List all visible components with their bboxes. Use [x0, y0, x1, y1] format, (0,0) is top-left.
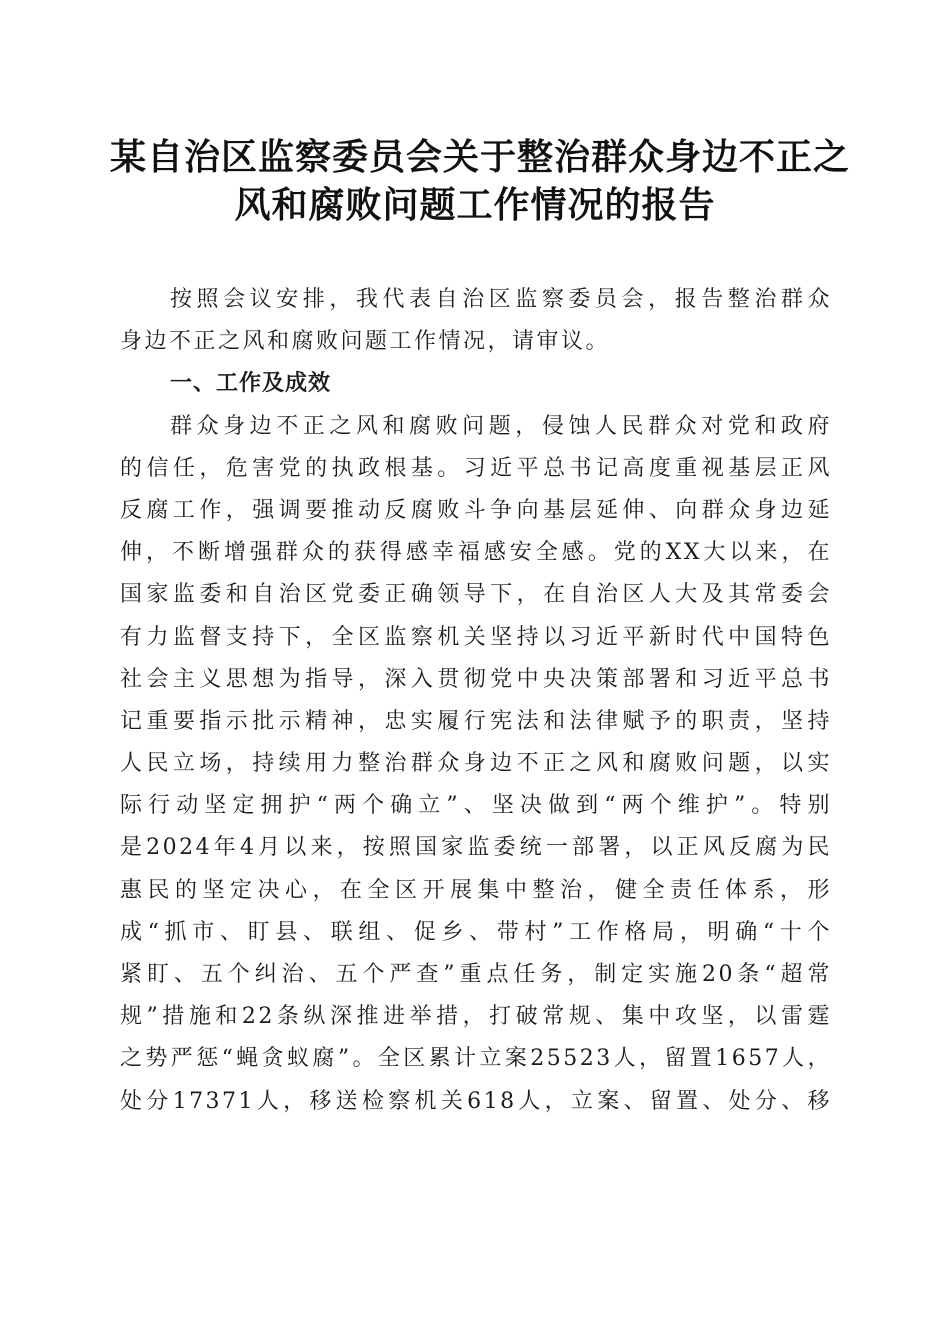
paragraph-line: 际行动坚定拥护“两个确立”、坚决做到“两个维护”。特别: [120, 793, 832, 819]
paragraph-line: 之势严惩“蝇贪蚁腐”。全区累计立案25523人，留置1657人，: [120, 1046, 832, 1072]
title-line-1: 某自治区监察委员会关于整治群众身边不正之: [110, 136, 851, 178]
title-line-2: 风和腐败问题工作情况的报告: [234, 184, 716, 226]
paragraph-line: 的信任，危害党的执政根基。习近平总书记高度重视基层正风: [120, 455, 832, 481]
paragraph-line: 有力监督支持下，全区监察机关坚持以习近平新时代中国特色: [120, 624, 832, 650]
paragraph-line: 成“抓市、盯县、联组、促乡、带村”工作格局，明确“十个: [120, 919, 832, 945]
intro-line: 按照会议安排，我代表自治区监察委员会，报告整治群众: [170, 287, 832, 312]
document-body: [120, 279, 832, 1123]
paragraph-line: 群众身边不正之风和腐败问题，侵蚀人民群众对党和政府: [170, 413, 832, 439]
paragraph-line: 是2024年4月以来，按照国家监委统一部署，以正风反腐为民: [120, 835, 832, 861]
paragraph-line: 记重要指示批示精神，忠实履行宪法和法律赋予的职责，坚持: [120, 708, 832, 734]
paragraph-line: 伸，不断增强群众的获得感幸福感安全感。党的XX大以来，在: [120, 540, 832, 566]
paragraph-line: 惠民的坚定决心，在全区开展集中整治，健全责任体系，形: [120, 877, 832, 903]
paragraph-line: 反腐工作，强调要推动反腐败斗争向基层延伸、向群众身边延: [120, 497, 832, 523]
document-title: [110, 133, 851, 229]
paragraph-line: 规”措施和22条纵深推进举措，打破常规、集中攻坚，以雷霆: [120, 1004, 832, 1030]
paragraph-line: 国家监委和自治区党委正确领导下，在自治区人大及其常委会: [120, 582, 832, 608]
paragraph-line: 社会主义思想为指导，深入贯彻党中央决策部署和习近平总书: [120, 666, 832, 692]
section-heading: 一、工作及成效: [170, 371, 332, 397]
intro-line: 身边不正之风和腐败问题工作情况，请审议。: [120, 329, 611, 355]
paragraph-line: 人民立场，持续用力整治群众身边不正之风和腐败问题，以实: [120, 751, 832, 777]
paragraph-line: 处分17371人，移送检察机关618人，立案、留置、处分、移: [120, 1088, 832, 1114]
paragraph-line: 紧盯、五个纠治、五个严查”重点任务，制定实施20条“超常: [120, 962, 832, 987]
